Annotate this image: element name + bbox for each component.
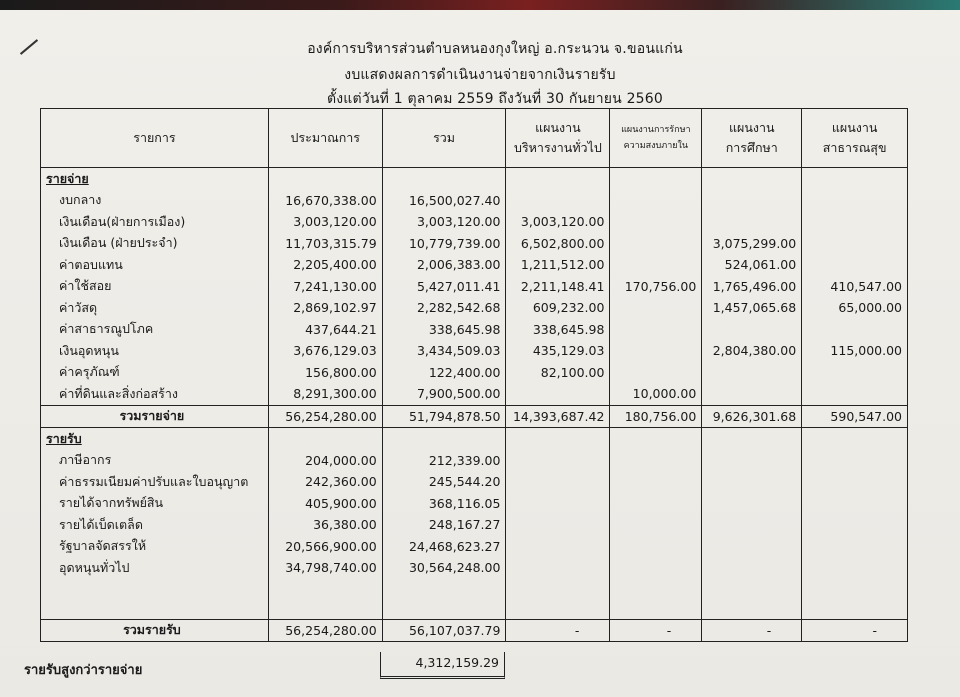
cell-edu <box>702 514 802 536</box>
empty-cell <box>268 428 382 450</box>
cell-budget: 156,800.00 <box>268 362 382 384</box>
row-label: เงินอุดหนุน <box>41 340 269 362</box>
row-label: ค่าธรรมเนียมค่าปรับและใบอนุญาต <box>41 471 269 493</box>
total-row-income <box>41 619 908 642</box>
cell-edu: 9,626,301.68 <box>702 405 802 428</box>
cell-budget: 405,900.00 <box>268 493 382 515</box>
table-row <box>41 254 908 276</box>
cell-admin <box>506 557 610 579</box>
cell-security <box>610 471 702 493</box>
cell-total: 24,468,623.27 <box>382 536 506 558</box>
cell-health <box>802 493 908 515</box>
cell-budget: 2,869,102.97 <box>268 297 382 319</box>
cell-health <box>802 471 908 493</box>
cell-security <box>610 450 702 472</box>
org-title: องค์การบริหารส่วนตำบลหนองกุงใหญ่ อ.กระนวน จ.ขอนแก่น <box>307 41 683 57</box>
row-label: ค่าวัสดุ <box>41 297 269 319</box>
cell-admin: 2,211,148.41 <box>506 276 610 298</box>
cell-security <box>610 557 702 579</box>
cell-health: 115,000.00 <box>802 340 908 362</box>
table-header-row <box>41 109 908 168</box>
empty-cell <box>41 579 269 620</box>
cell-budget: 7,241,130.00 <box>268 276 382 298</box>
cell-edu <box>702 536 802 558</box>
cell-health <box>802 319 908 341</box>
cell-security: 10,000.00 <box>610 383 702 405</box>
cell-budget: 437,644.21 <box>268 319 382 341</box>
cell-health <box>802 383 908 405</box>
cell-security: - <box>610 619 702 642</box>
cell-admin: 14,393,687.42 <box>506 405 610 428</box>
cell-security <box>610 319 702 341</box>
cell-admin: 435,129.03 <box>506 340 610 362</box>
cell-budget: 16,670,338.00 <box>268 190 382 212</box>
cell-security: 180,756.00 <box>610 405 702 428</box>
cell-total: 368,116.05 <box>382 493 506 515</box>
cell-admin <box>506 471 610 493</box>
table-row <box>41 211 908 233</box>
cell-budget: 8,291,300.00 <box>268 383 382 405</box>
cell-total: 122,400.00 <box>382 362 506 384</box>
cell-total: 248,167.27 <box>382 514 506 536</box>
cell-health <box>802 211 908 233</box>
cell-total: 51,794,878.50 <box>382 405 506 428</box>
table-row <box>41 276 908 298</box>
cell-security <box>610 190 702 212</box>
row-label: ค่าครุภัณฑ์ <box>41 362 269 384</box>
cell-budget: 20,566,900.00 <box>268 536 382 558</box>
row-label: ค่าสาธารณูปโภค <box>41 319 269 341</box>
cell-edu <box>702 190 802 212</box>
section-label: รายรับ <box>41 428 269 450</box>
cell-admin: 609,232.00 <box>506 297 610 319</box>
cell-health <box>802 557 908 579</box>
cell-admin <box>506 536 610 558</box>
cell-security <box>610 254 702 276</box>
cell-edu: 3,075,299.00 <box>702 233 802 255</box>
cell-health: 590,547.00 <box>802 405 908 428</box>
cell-edu: - <box>702 619 802 642</box>
cell-budget: 3,676,129.03 <box>268 340 382 362</box>
table-row <box>41 557 908 579</box>
row-label: รวมรายรับ <box>41 619 269 642</box>
row-label: รัฐบาลจัดสรรให้ <box>41 536 269 558</box>
cell-total: 212,339.00 <box>382 450 506 472</box>
period-title: ตั้งแต่วันที่ 1 ตุลาคม 2559 ถึงวันที่ 30 กันยายน 2560 <box>326 91 664 107</box>
cell-edu <box>702 319 802 341</box>
section-row-income <box>41 428 908 450</box>
cell-budget: 2,205,400.00 <box>268 254 382 276</box>
empty-cell <box>802 428 908 450</box>
cell-total: 2,282,542.68 <box>382 297 506 319</box>
empty-cell <box>702 428 802 450</box>
spacer-row <box>41 579 908 620</box>
cell-total: 30,564,248.00 <box>382 557 506 579</box>
cell-total: 56,107,037.79 <box>382 619 506 642</box>
cell-admin: 6,502,800.00 <box>506 233 610 255</box>
row-label: ค่าที่ดินและสิ่งก่อสร้าง <box>41 383 269 405</box>
cell-health: 65,000.00 <box>802 297 908 319</box>
cell-health <box>802 536 908 558</box>
operations-table <box>40 108 908 642</box>
cell-budget: 56,254,280.00 <box>268 619 382 642</box>
cell-health <box>802 233 908 255</box>
cell-total: 3,434,509.03 <box>382 340 506 362</box>
table-row <box>41 493 908 515</box>
cell-admin <box>506 450 610 472</box>
section-label: รายจ่าย <box>41 168 269 190</box>
cell-admin <box>506 493 610 515</box>
cell-security <box>610 536 702 558</box>
cell-edu <box>702 493 802 515</box>
cell-budget: 34,798,740.00 <box>268 557 382 579</box>
cell-security <box>610 514 702 536</box>
cell-edu <box>702 471 802 493</box>
cell-budget: 242,360.00 <box>268 471 382 493</box>
col-header-education: แผนงาน การศึกษา <box>702 109 802 168</box>
photo-top-edge <box>0 0 960 10</box>
row-label: ค่าใช้สอย <box>41 276 269 298</box>
row-label: รายได้เบ็ดเตล็ด <box>41 514 269 536</box>
cell-total: 3,003,120.00 <box>382 211 506 233</box>
cell-budget: 36,380.00 <box>268 514 382 536</box>
empty-cell <box>382 579 506 620</box>
cell-edu: 1,765,496.00 <box>702 276 802 298</box>
total-row-expenses <box>41 405 908 428</box>
empty-cell <box>268 579 382 620</box>
table-row <box>41 471 908 493</box>
empty-cell <box>506 428 610 450</box>
cell-health <box>802 514 908 536</box>
cell-admin: 1,211,512.00 <box>506 254 610 276</box>
cell-health <box>802 450 908 472</box>
row-label: ภาษีอากร <box>41 450 269 472</box>
col-header-security: แผนงานการรักษา ความสงบภายใน <box>610 109 702 168</box>
cell-health <box>802 254 908 276</box>
row-label: รายได้จากทรัพย์สิน <box>41 493 269 515</box>
surplus-value: 4,312,159.29 <box>380 652 505 679</box>
empty-cell <box>702 579 802 620</box>
cell-edu: 524,061.00 <box>702 254 802 276</box>
cell-total: 7,900,500.00 <box>382 383 506 405</box>
table-row <box>41 233 908 255</box>
cell-total: 2,006,383.00 <box>382 254 506 276</box>
row-label: เงินเดือน(ฝ่ายการเมือง) <box>41 211 269 233</box>
row-label: งบกลาง <box>41 190 269 212</box>
cell-edu: 2,804,380.00 <box>702 340 802 362</box>
empty-cell <box>506 579 610 620</box>
empty-cell <box>610 579 702 620</box>
cell-edu <box>702 362 802 384</box>
cell-security <box>610 233 702 255</box>
table-row <box>41 362 908 384</box>
cell-admin: 82,100.00 <box>506 362 610 384</box>
empty-cell <box>610 428 702 450</box>
col-header-item: รายการ <box>41 109 269 168</box>
cell-edu <box>702 450 802 472</box>
statement-title: งบแสดงผลการดำเนินงานจ่ายจากเงินรายรับ <box>344 67 616 83</box>
cell-edu: 1,457,065.68 <box>702 297 802 319</box>
cell-budget: 56,254,280.00 <box>268 405 382 428</box>
cell-budget: 3,003,120.00 <box>268 211 382 233</box>
cell-edu <box>702 383 802 405</box>
empty-cell <box>382 428 506 450</box>
table-row <box>41 514 908 536</box>
section-row-expenses <box>41 168 908 190</box>
cell-edu <box>702 557 802 579</box>
cell-total: 5,427,011.41 <box>382 276 506 298</box>
cell-security <box>610 362 702 384</box>
row-label: อุดหนุนทั่วไป <box>41 557 269 579</box>
col-header-health: แผนงาน สาธารณสุข <box>802 109 908 168</box>
cell-total: 338,645.98 <box>382 319 506 341</box>
cell-health <box>802 362 908 384</box>
col-header-total: รวม <box>382 109 506 168</box>
table-row <box>41 297 908 319</box>
cell-admin: 3,003,120.00 <box>506 211 610 233</box>
cell-budget: 11,703,315.79 <box>268 233 382 255</box>
col-header-admin: แผนงาน บริหารงานทั่วไป <box>506 109 610 168</box>
cell-security: 170,756.00 <box>610 276 702 298</box>
cell-security <box>610 340 702 362</box>
cell-health: 410,547.00 <box>802 276 908 298</box>
table-row <box>41 319 908 341</box>
empty-cell <box>802 579 908 620</box>
cell-admin <box>506 514 610 536</box>
cell-edu <box>702 211 802 233</box>
cell-admin: 338,645.98 <box>506 319 610 341</box>
cell-budget: 204,000.00 <box>268 450 382 472</box>
cell-admin: - <box>506 619 610 642</box>
table-row <box>41 450 908 472</box>
cell-security <box>610 493 702 515</box>
cell-total: 245,544.20 <box>382 471 506 493</box>
row-label: เงินเดือน (ฝ่ายประจำ) <box>41 233 269 255</box>
col-header-budget: ประมาณการ <box>268 109 382 168</box>
cell-security <box>610 211 702 233</box>
cell-total: 10,779,739.00 <box>382 233 506 255</box>
table-row <box>41 536 908 558</box>
cell-health <box>802 190 908 212</box>
cell-admin <box>506 190 610 212</box>
cell-total: 16,500,027.40 <box>382 190 506 212</box>
cell-security <box>610 297 702 319</box>
row-label: ค่าตอบแทน <box>41 254 269 276</box>
surplus-label: รายรับสูงกว่ารายจ่าย <box>24 663 143 678</box>
cell-health: - <box>802 619 908 642</box>
table-row <box>41 340 908 362</box>
row-label: รวมรายจ่าย <box>41 405 269 428</box>
cell-admin <box>506 383 610 405</box>
table-row <box>41 190 908 212</box>
table-row <box>41 383 908 405</box>
